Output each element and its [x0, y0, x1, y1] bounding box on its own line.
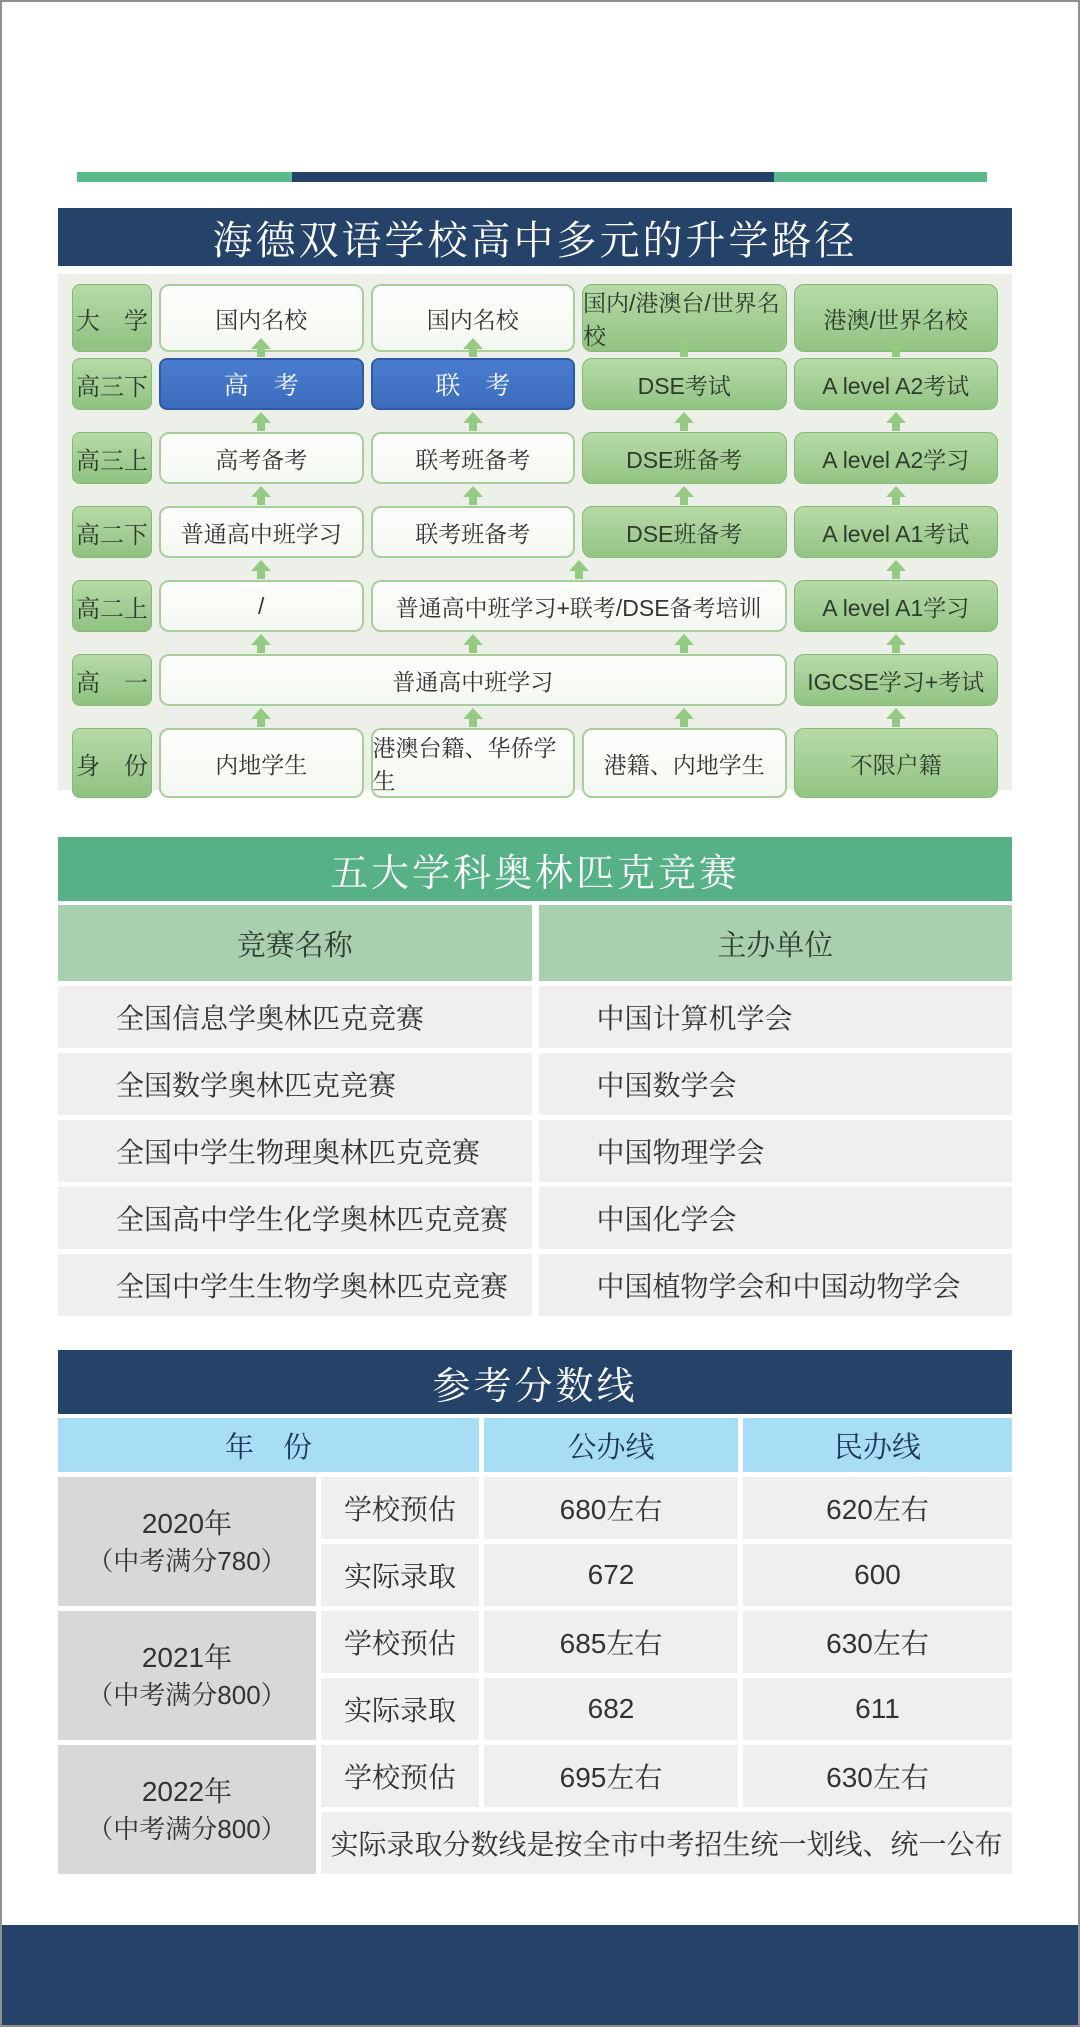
- year-note: （中考满分800）: [87, 1813, 287, 1844]
- up-arrow-icon: [462, 486, 484, 505]
- up-arrow-icon: [250, 708, 272, 727]
- pathway-cell: 联 考: [371, 358, 576, 410]
- table-cell: 600: [743, 1544, 1012, 1606]
- up-arrow-icon: [673, 412, 695, 431]
- up-arrow-icon: [462, 708, 484, 727]
- year-label: 2020年: [141, 1507, 233, 1539]
- pathway-cell: 港籍、内地学生: [582, 728, 787, 798]
- arrow-row: [72, 410, 998, 432]
- pathway-cell: DSE考试: [582, 358, 787, 410]
- deco-segment-green-left: [77, 172, 292, 182]
- pathway-cell: A level A1考试: [794, 506, 999, 558]
- pathway-diagram: [58, 274, 1012, 794]
- pathway-row-g3-late: [72, 358, 998, 410]
- up-arrow-icon: [885, 412, 907, 431]
- row-label: 高三下: [72, 358, 152, 410]
- scores-title: 参考分数线: [58, 1350, 1012, 1414]
- deco-segment-navy: [292, 172, 774, 182]
- up-arrow-icon: [250, 634, 272, 653]
- up-arrow-icon: [885, 634, 907, 653]
- table-cell: 630左右: [743, 1611, 1012, 1673]
- pathway-cell: 联考班备考: [371, 506, 576, 558]
- olympiad-table-header: [58, 905, 1012, 981]
- table-cell: 学校预估: [321, 1477, 479, 1539]
- up-arrow-icon: [885, 486, 907, 505]
- table-cell: 全国数学奥林匹克竞赛: [58, 1053, 532, 1115]
- table-cell: 学校预估: [321, 1611, 479, 1673]
- pathway-cell: /: [159, 580, 364, 632]
- table-cell: 中国计算机学会: [539, 986, 1013, 1048]
- row-label: 大 学: [72, 284, 152, 352]
- pathway-cell: A level A2学习: [794, 432, 999, 484]
- row-label: 高三上: [72, 432, 152, 484]
- pathway-cell: 不限户籍: [794, 728, 999, 798]
- up-arrow-icon: [885, 338, 907, 357]
- pathway-row-g2-late: [72, 506, 998, 558]
- up-arrow-icon: [250, 486, 272, 505]
- row-label: 高二下: [72, 506, 152, 558]
- arrow-row: [72, 632, 998, 654]
- row-label: 高 一: [72, 654, 152, 706]
- pathway-cell: DSE班备考: [582, 432, 787, 484]
- olympiad-title: 五大学科奥林匹克竞赛: [58, 837, 1012, 901]
- table-cell: 630左右: [743, 1745, 1012, 1807]
- row-label: 身 份: [72, 728, 152, 798]
- up-arrow-icon: [462, 634, 484, 653]
- table-cell: 685左右: [484, 1611, 738, 1673]
- pathway-row-identity: [72, 728, 998, 794]
- table-cell: 中国植物学会和中国动物学会: [539, 1254, 1013, 1316]
- up-arrow-icon: [673, 634, 695, 653]
- table-cell: 611: [743, 1678, 1012, 1740]
- pathway-row-g2-early: [72, 580, 998, 632]
- year-note: （中考满分800）: [87, 1679, 287, 1710]
- column-header-year: 年 份: [58, 1418, 479, 1472]
- year-cell-2020: [58, 1477, 316, 1606]
- year-note: （中考满分780）: [87, 1545, 287, 1576]
- pathway-cell: 高 考: [159, 358, 364, 410]
- table-cell: 672: [484, 1544, 738, 1606]
- year-label: 2022年: [141, 1775, 233, 1807]
- table-cell: 620左右: [743, 1477, 1012, 1539]
- column-header-host: 主办单位: [539, 905, 1013, 981]
- pathway-cell: 港澳台籍、华侨学生: [371, 728, 576, 798]
- decorative-bar: [77, 172, 987, 182]
- pathway-cell: 国内/港澳台/世界名校: [582, 284, 787, 352]
- up-arrow-icon: [250, 338, 272, 357]
- table-cell: 全国中学生物理奥林匹克竞赛: [58, 1120, 532, 1182]
- up-arrow-icon: [673, 338, 695, 357]
- pathway-cell: 内地学生: [159, 728, 364, 798]
- up-arrow-icon: [462, 412, 484, 431]
- arrow-row: [72, 558, 998, 580]
- table-cell: 全国中学生生物学奥林匹克竞赛: [58, 1254, 532, 1316]
- column-header-private: 民办线: [743, 1418, 1012, 1472]
- up-arrow-icon: [250, 560, 272, 579]
- pathway-row-g1: [72, 654, 998, 706]
- footer-bar: [2, 1925, 1078, 2025]
- row-label: 高二上: [72, 580, 152, 632]
- up-arrow-icon: [885, 708, 907, 727]
- table-cell: 695左右: [484, 1745, 738, 1807]
- table-cell: 中国化学会: [539, 1187, 1013, 1249]
- table-cell: 682: [484, 1678, 738, 1740]
- pathway-cell: 港澳/世界名校: [794, 284, 999, 352]
- up-arrow-icon: [673, 708, 695, 727]
- table-cell: 680左右: [484, 1477, 738, 1539]
- table-cell: 全国信息学奥林匹克竞赛: [58, 986, 532, 1048]
- arrow-row: [72, 706, 998, 728]
- table-cell: 中国数学会: [539, 1053, 1013, 1115]
- pathway-title: 海德双语学校高中多元的升学路径: [58, 208, 1012, 266]
- column-header-public: 公办线: [484, 1418, 738, 1472]
- table-cell: 中国物理学会: [539, 1120, 1013, 1182]
- olympiad-table-body: [58, 986, 1012, 1316]
- up-arrow-icon: [885, 560, 907, 579]
- pathway-cell: 高考备考: [159, 432, 364, 484]
- pathway-cell: 联考班备考: [371, 432, 576, 484]
- up-arrow-icon: [673, 486, 695, 505]
- pathway-cell: DSE班备考: [582, 506, 787, 558]
- scores-table-header: [58, 1418, 1012, 1472]
- table-cell: 全国高中学生化学奥林匹克竞赛: [58, 1187, 532, 1249]
- pathway-cell: A level A2考试: [794, 358, 999, 410]
- pathway-cell: 国内名校: [159, 284, 364, 352]
- table-cell: 实际录取: [321, 1678, 479, 1740]
- year-cell-2021: [58, 1611, 316, 1740]
- table-cell: 学校预估: [321, 1745, 479, 1807]
- pathway-cell: 国内名校: [371, 284, 576, 352]
- up-arrow-icon: [568, 560, 590, 579]
- deco-segment-green-right: [774, 172, 987, 182]
- scores-footnote: 实际录取分数线是按全市中考招生统一划线、统一公布: [321, 1812, 1012, 1874]
- pathway-cell: 普通高中班学习: [159, 654, 787, 706]
- pathway-row-university: [72, 284, 998, 349]
- column-header-competition: 竞赛名称: [58, 905, 532, 981]
- arrow-row: [72, 336, 998, 358]
- pathway-cell: A level A1学习: [794, 580, 999, 632]
- pathway-cell: 普通高中班学习: [159, 506, 364, 558]
- table-cell: 实际录取: [321, 1544, 479, 1606]
- arrow-row: [72, 484, 998, 506]
- up-arrow-icon: [462, 338, 484, 357]
- up-arrow-icon: [250, 412, 272, 431]
- year-label: 2021年: [141, 1641, 233, 1673]
- pathway-row-g3-early: [72, 432, 998, 484]
- pathway-cell: IGCSE学习+考试: [794, 654, 999, 706]
- pathway-cell: 普通高中班学习+联考/DSE备考培训: [371, 580, 787, 632]
- scores-table-body: [58, 1477, 1012, 1874]
- year-cell-2022: [58, 1745, 316, 1874]
